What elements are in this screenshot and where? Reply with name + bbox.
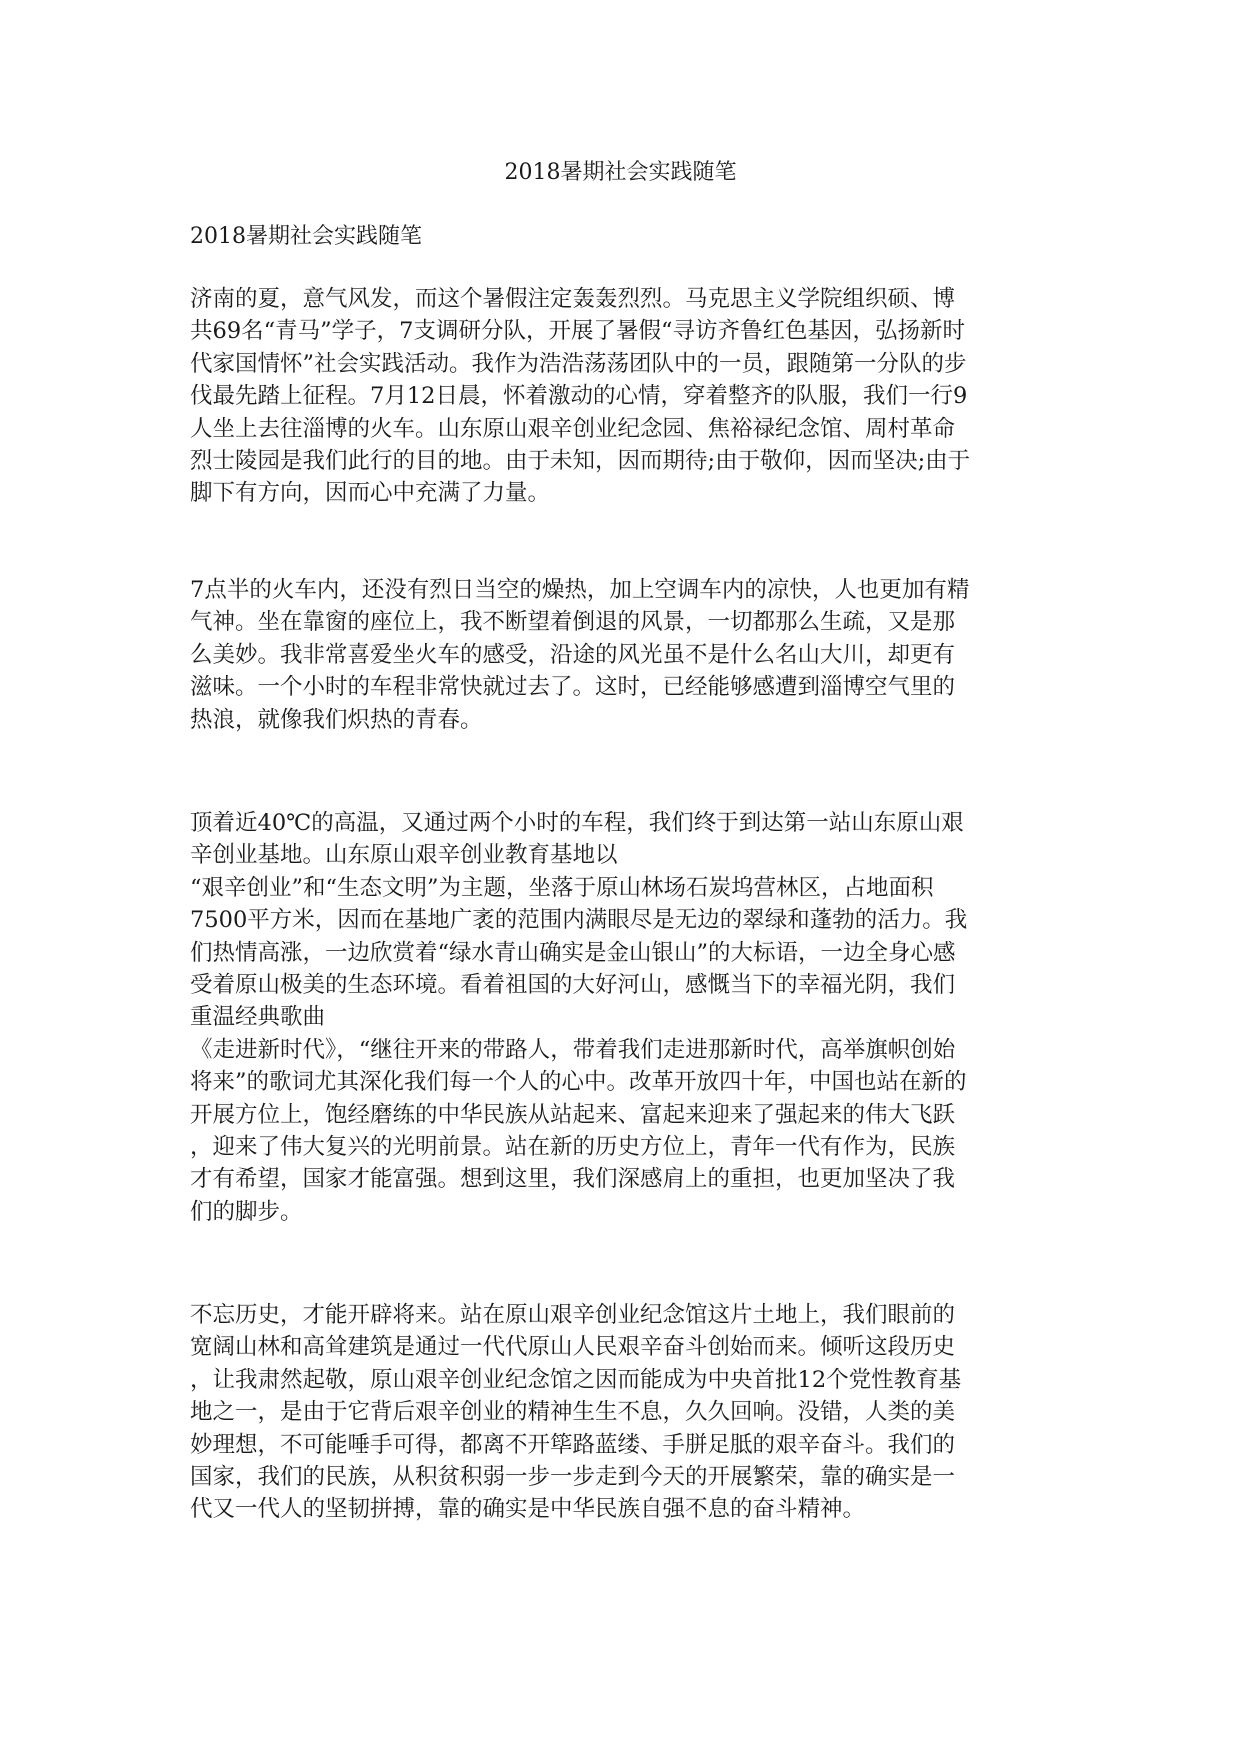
paragraph-line: 不忘历史，才能开辟将来。站在原山艰辛创业纪念馆这片土地上，我们眼前的 bbox=[190, 1302, 956, 1328]
paragraph-line: 代又一代人的坚韧拼搏，靠的确实是中华民族自强不息的奋斗精神。 bbox=[190, 1496, 866, 1523]
paragraph-line: 们热情高涨，一边欣赏着“绿水青山确实是金山银山”的大标语，一边全身心感 bbox=[190, 939, 956, 966]
paragraph-line: 伐最先踏上征程。7月12日晨，怀着激动的心情，穿着整齐的队服，我们一行9 bbox=[190, 383, 968, 410]
paragraph-line: 国家，我们的民族，从积贫积弱一步一步走到今天的开展繁荣，靠的确实是一 bbox=[190, 1463, 956, 1490]
document-subtitle: 2018暑期社会实践随笔 bbox=[190, 224, 422, 249]
paragraph-line: 们的脚步。 bbox=[190, 1198, 303, 1225]
paragraph-line: 开展方位上，饱经磨练的中华民族从站起来、富起来迎来了强起来的伟大飞跃 bbox=[190, 1101, 956, 1128]
paragraph-4 bbox=[190, 1299, 1052, 1526]
paragraph-line: “艰辛创业”和“生态文明”为主题，坐落于原山林场石炭坞营林区，占地面积 bbox=[190, 874, 934, 901]
paragraph-line: 烈士陵园是我们此行的目的地。由于未知，因而期待;由于敬仰，因而坚决;由于 bbox=[190, 447, 971, 474]
paragraph-line: 7点半的火车内，还没有烈日当空的燥热，加上空调车内的凉快，人也更加有精 bbox=[190, 577, 970, 603]
paragraph-line: 脚下有方向，因而心中充满了力量。 bbox=[190, 480, 551, 507]
paragraph-line: 《走进新时代》，“继往开来的带路人，带着我们走进那新时代，高举旗帜创始 bbox=[190, 1036, 956, 1063]
paragraph-line: 滋味。一个小时的车程非常快就过去了。这时，已经能够感遭到淄博空气里的 bbox=[190, 674, 956, 701]
paragraph-line: 宽阔山林和高耸建筑是通过一代代原山人民艰辛奋斗创始而来。倾听这段历史 bbox=[190, 1334, 956, 1361]
paragraph-1 bbox=[190, 283, 1052, 510]
document-title: 2018暑期社会实践随笔 bbox=[504, 160, 737, 185]
paragraph-line: 将来”的歌词尤其深化我们每一个人的心中。改革开放四十年，中国也站在新的 bbox=[190, 1069, 967, 1096]
paragraph-line: 地之一，是由于它背后艰辛创业的精神生生不息，久久回响。没错，人类的美 bbox=[190, 1399, 956, 1426]
paragraph-line: 共69名“青马”学子，7支调研分队，开展了暑假“寻访齐鲁红色基因，弘扬新时 bbox=[190, 318, 965, 345]
paragraph-line: 7500平方米，因而在基地广袤的范围内满眼尽是无边的翠绿和蓬勃的活力。我 bbox=[190, 907, 968, 934]
paragraph-line: ，让我肃然起敬，原山艰辛创业纪念馆之因而能成为中央首批12个党性教育基 bbox=[190, 1366, 962, 1393]
paragraph-line: 济南的夏，意气风发，而这个暑假注定轰轰烈烈。马克思主义学院组织硕、博 bbox=[190, 286, 956, 312]
paragraph-line: 顶着近40℃的高温，又通过两个小时的车程，我们终于到达第一站山东原山艰 bbox=[190, 810, 964, 836]
paragraph-line: 辛创业基地。山东原山艰辛创业教育基地以 bbox=[190, 842, 618, 869]
paragraph-2 bbox=[190, 574, 1052, 736]
paragraph-line: 么美妙。我非常喜爱坐火车的感受，沿途的风光虽不是什么名山大川，却更有 bbox=[190, 641, 956, 668]
paragraph-line: 代家国情怀”社会实践活动。我作为浩浩荡荡团队中的一员，跟随第一分队的步 bbox=[190, 350, 967, 377]
paragraph-line: ，迎来了伟大复兴的光明前景。站在新的历史方位上，青年一代有作为，民族 bbox=[190, 1133, 956, 1160]
paragraph-line: 受着原山极美的生态环境。看着祖国的大好河山，感慨当下的幸福光阴，我们 bbox=[190, 971, 956, 998]
paragraph-line: 人坐上去往淄博的火车。山东原山艰辛创业纪念园、焦裕禄纪念馆、周村革命 bbox=[190, 415, 956, 442]
paragraph-line: 热浪，就像我们炽热的青春。 bbox=[190, 706, 483, 733]
paragraph-3 bbox=[190, 807, 1052, 1228]
paragraph-line: 重温经典歌曲 bbox=[190, 1004, 326, 1031]
paragraph-line: 气神。坐在靠窗的座位上，我不断望着倒退的风景，一切都那么生疏，又是那 bbox=[190, 609, 956, 636]
paragraph-line: 才有希望，国家才能富强。想到这里，我们深感肩上的重担，也更加坚决了我 bbox=[190, 1166, 956, 1193]
paragraph-line: 妙理想，不可能唾手可得，都离不开筚路蓝缕、手胼足胝的艰辛奋斗。我们的 bbox=[190, 1431, 956, 1458]
